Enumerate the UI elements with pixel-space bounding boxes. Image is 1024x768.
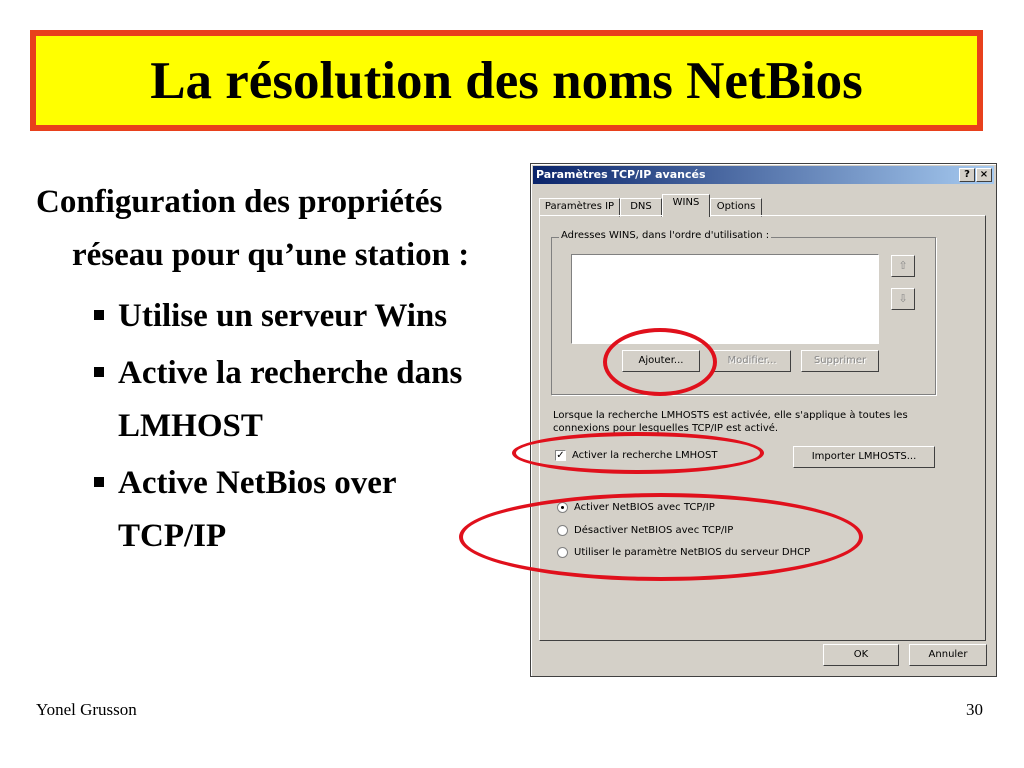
wins-group-label: Adresses WINS, dans l'ordre d'utilisation : [561,230,770,241]
bullet-text: Utilise un serveur Wins [118,298,448,334]
radio-label: Activer NetBIOS avec TCP/IP [574,502,715,513]
bullet-item [36,457,506,563]
tcpip-advanced-dialog [530,163,997,677]
bullet-square-icon [94,367,104,377]
page-number: 30 [966,700,983,719]
bullet-square-icon [94,477,104,487]
slide-title-banner [30,30,983,131]
modify-button[interactable]: Modifier... [713,350,791,372]
move-down-button[interactable] [891,288,915,310]
lmhost-checkbox-label: Activer la recherche LMHOST [572,450,718,461]
import-lmhosts-button[interactable]: Importer LMHOSTS... [793,446,935,468]
delete-button[interactable]: Supprimer [801,350,879,372]
move-up-button[interactable] [891,255,915,277]
radio-label: Utiliser le paramètre NetBIOS du serveur DHCP [574,547,811,558]
bullet-text: Active la recherche dans LMHOST [118,355,463,444]
dialog-title: Paramètres TCP/IP avancés [536,168,706,181]
bullet-text: Active NetBios over TCP/IP [118,465,396,554]
lmhosts-description: Lorsque la recherche LMHOSTS est activée, elle s'applique à toutes les connexions pour lesquelles TCP/IP est activé. [553,410,908,434]
lmhost-checkbox[interactable]: ✓ [556,450,565,461]
slide-title: La résolution des noms NetBios [150,51,863,110]
tab-options[interactable]: Options [710,198,762,217]
help-button[interactable]: ? [959,168,975,182]
highlight-ellipse-netbios [459,493,863,581]
intro-text: Configuration des propriétés réseau pour qu’une station : [36,184,470,273]
close-button[interactable]: × [976,168,992,182]
tab-ip-settings[interactable]: Paramètres IP [539,198,620,217]
arrow-down-icon: ⇩ [898,292,908,305]
radio-label: Désactiver NetBIOS avec TCP/IP [574,525,734,536]
tab-wins[interactable]: WINS [662,194,710,217]
wins-address-list[interactable] [571,254,879,344]
bullet-item [36,347,506,453]
add-button[interactable]: Ajouter... [622,350,700,372]
highlight-ellipse-add [603,328,717,396]
highlight-ellipse-lmhost [512,432,764,474]
ok-button[interactable]: OK [823,644,899,666]
footer-author: Yonel Grusson [36,700,137,719]
cancel-button[interactable]: Annuler [909,644,987,666]
dialog-titlebar[interactable] [533,166,994,184]
bullet-square-icon [94,310,104,320]
slide-body [36,176,506,567]
arrow-up-icon: ⇧ [898,259,908,272]
bullet-list [36,290,506,563]
tab-dns[interactable]: DNS [620,198,662,217]
bullet-item [36,290,506,343]
